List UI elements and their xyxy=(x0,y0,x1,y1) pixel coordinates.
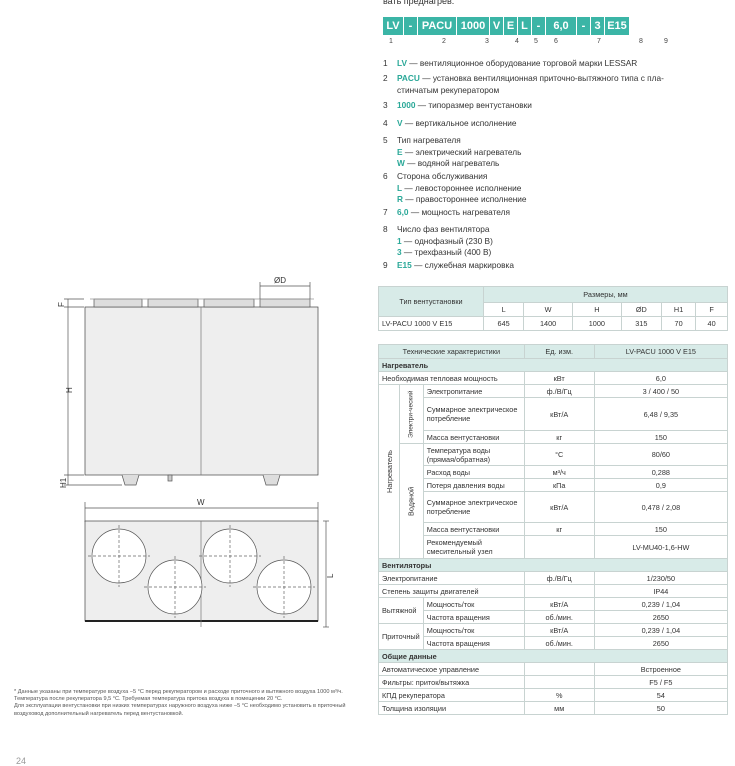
code-box: LV xyxy=(383,17,403,35)
spec-label: Суммарное электрическое потребление xyxy=(423,398,524,431)
spec-value: 0,288 xyxy=(594,466,727,479)
spec-label: Мощность/ток xyxy=(423,624,524,637)
table-row xyxy=(379,598,728,611)
dim-l-label: L xyxy=(326,573,335,578)
code-number: 8 xyxy=(639,38,643,45)
code-box: 6,0 xyxy=(546,17,576,35)
legend-item xyxy=(383,260,733,272)
spec-label: Частота вращения xyxy=(423,637,524,650)
legend-number: 1 xyxy=(383,58,388,68)
code-box: - xyxy=(577,17,590,35)
supply-fan-label: Приточный xyxy=(379,624,424,650)
spec-value: 0,239 / 1,04 xyxy=(594,598,727,611)
spec-value: 0,9 xyxy=(594,479,727,492)
spec-label: Расход воды xyxy=(423,466,524,479)
dim-f-label: F xyxy=(57,302,66,307)
code-box: V xyxy=(490,17,503,35)
dim-value: 1400 xyxy=(524,317,573,331)
spec-label: КПД рекуператора xyxy=(379,689,525,702)
spec-header: Технические характеристики xyxy=(379,345,525,359)
intro-text: вать преднагрев. xyxy=(383,0,455,6)
spec-value: 2650 xyxy=(594,611,727,624)
spec-value: 6,48 / 9,35 xyxy=(594,398,727,431)
spec-unit xyxy=(524,585,594,598)
legend-text: Тип нагревателя xyxy=(397,135,461,145)
table-row xyxy=(379,676,728,689)
dim-col-header: H1 xyxy=(661,303,695,317)
spec-unit xyxy=(524,536,594,559)
spec-label: Необходимая тепловая мощность xyxy=(379,372,525,385)
table-row xyxy=(379,492,728,523)
spec-label: Суммарное электрическое потребление xyxy=(423,492,524,523)
spec-label: Мощность/ток xyxy=(423,598,524,611)
spec-table xyxy=(378,344,728,715)
spec-value: 150 xyxy=(594,431,727,444)
table-row xyxy=(379,611,728,624)
code-number: 4 xyxy=(515,38,519,45)
spec-label: Автоматическое управление xyxy=(379,663,525,676)
duct-collar xyxy=(94,299,142,307)
duct-collar xyxy=(204,299,254,307)
legend-item xyxy=(383,58,733,70)
spec-unit: кПа xyxy=(524,479,594,492)
legend-text: — типоразмер вентустановки xyxy=(415,100,532,110)
spec-unit: кВт/А xyxy=(524,624,594,637)
legend-text: — однофазный (230 В) xyxy=(401,235,493,246)
legend-item xyxy=(383,207,733,219)
code-box: E15 xyxy=(605,17,629,35)
legend-code: E15 xyxy=(397,260,412,270)
table-row xyxy=(379,523,728,536)
legend-text: — служебная маркировка xyxy=(411,260,514,270)
legend-code: 1000 xyxy=(397,100,416,110)
legend-code: 6,0 xyxy=(397,207,409,217)
dim-value: 40 xyxy=(696,317,728,331)
duct-collar xyxy=(148,299,198,307)
legend-item xyxy=(383,224,733,260)
spec-unit: % xyxy=(524,689,594,702)
spec-value: LV-MU40-1,6-HW xyxy=(594,536,727,559)
table-row xyxy=(379,663,728,676)
legend-item xyxy=(383,118,733,130)
dim-row-name: LV-PACU 1000 V E15 xyxy=(379,317,484,331)
table-row xyxy=(379,385,728,398)
spec-unit xyxy=(524,676,594,689)
spec-value: 0,478 / 2,08 xyxy=(594,492,727,523)
legend-item xyxy=(383,135,733,171)
legend-text: — мощность нагревателя xyxy=(408,207,510,217)
table-row xyxy=(379,317,728,331)
dim-value: 315 xyxy=(621,317,661,331)
legend-text: — установка вентиляционная приточно-вытяжного типа с пла- xyxy=(419,73,664,83)
spec-unit: кВт/А xyxy=(524,492,594,523)
spec-unit: ф./В/Гц xyxy=(524,385,594,398)
spec-value: 54 xyxy=(594,689,727,702)
unit-body-left xyxy=(85,307,318,475)
dim-h-label: H xyxy=(65,387,74,393)
code-numbers xyxy=(383,38,683,48)
legend-text: — правостороннее исполнение xyxy=(403,194,527,204)
table-row xyxy=(379,637,728,650)
page-number: 24 xyxy=(16,756,27,766)
spec-value: Встроенное xyxy=(594,663,727,676)
legend-number: 4 xyxy=(383,118,388,128)
legend-number: 3 xyxy=(383,100,388,110)
dim-value: 1000 xyxy=(572,317,621,331)
code-box: PACU xyxy=(418,17,456,35)
spec-unit: мм xyxy=(524,702,594,715)
unit-drawing xyxy=(50,272,350,642)
legend-code: 1 xyxy=(397,235,402,246)
legend-code: PACU xyxy=(397,73,420,83)
legend-code: 3 xyxy=(397,247,402,257)
spec-header: Ед. изм. xyxy=(524,345,594,359)
code-box: L xyxy=(518,17,531,35)
dim-col-header: F xyxy=(696,303,728,317)
spec-label: Толщина изоляции xyxy=(379,702,525,715)
legend-item xyxy=(383,171,733,207)
legend-text-cont: стинчатым рекуператором xyxy=(397,84,500,95)
legend-item xyxy=(383,73,733,97)
table-row xyxy=(379,466,728,479)
legend-code: R xyxy=(397,194,403,204)
legend-number: 6 xyxy=(383,171,388,181)
spec-value: 80/60 xyxy=(594,444,727,466)
legend-text: — электрический нагреватель xyxy=(402,146,522,157)
spec-value: 2650 xyxy=(594,637,727,650)
spec-value: 50 xyxy=(594,702,727,715)
table-row xyxy=(379,444,728,466)
spec-header: LV-PACU 1000 V E15 xyxy=(594,345,727,359)
spec-unit xyxy=(524,663,594,676)
spec-label: Масса вентустановки xyxy=(423,523,524,536)
spec-label: Электропитание xyxy=(423,385,524,398)
spec-label: Электропитание xyxy=(379,572,525,585)
legend-text: — вертикальное исполнение xyxy=(402,118,517,128)
legend-number: 8 xyxy=(383,224,388,234)
code-box: 3 xyxy=(591,17,604,35)
table-row xyxy=(379,372,728,385)
legend-number: 7 xyxy=(383,207,388,217)
table-row xyxy=(379,572,728,585)
legend-text: — левостороннее исполнение xyxy=(402,182,522,193)
legend-number: 2 xyxy=(383,73,388,83)
spec-unit: кВт/А xyxy=(524,598,594,611)
legend-code: W xyxy=(397,158,405,168)
exhaust-fan-label: Вытяжной xyxy=(379,598,424,624)
dim-col-header: L xyxy=(484,303,524,317)
dim-col-header: W xyxy=(524,303,573,317)
code-box: - xyxy=(532,17,545,35)
spec-unit: м³/ч xyxy=(524,466,594,479)
code-number: 2 xyxy=(442,38,446,45)
legend-text: Число фаз вентилятора xyxy=(397,224,490,234)
dimensions-table xyxy=(378,286,728,331)
footnote xyxy=(14,689,366,718)
code-number: 1 xyxy=(389,38,393,45)
spec-unit: об./мин. xyxy=(524,637,594,650)
dim-col-header: H xyxy=(572,303,621,317)
spec-unit: об./мин. xyxy=(524,611,594,624)
table-row xyxy=(379,398,728,431)
section-heater: Нагреватель xyxy=(379,359,728,372)
dim-type-header: Тип вентустановки xyxy=(379,287,484,317)
spec-value: IP44 xyxy=(594,585,727,598)
dim-sizes-header: Размеры, мм xyxy=(484,287,728,303)
section-general: Общие данные xyxy=(379,650,728,663)
dim-value: 70 xyxy=(661,317,695,331)
group-water: Водяной xyxy=(399,444,423,559)
code-number: 7 xyxy=(597,38,601,45)
dim-w-label: W xyxy=(197,498,205,507)
group-electric: Электри-ческий xyxy=(399,385,423,444)
table-row xyxy=(379,536,728,559)
spec-label: Фильтры: приток/вытяжка xyxy=(379,676,525,689)
legend-text: — трехфазный (400 В) xyxy=(401,247,492,257)
spec-value: F5 / F5 xyxy=(594,676,727,689)
code-number: 6 xyxy=(554,38,558,45)
legend-text: — вентиляционное оборудование торговой марки LESSAR xyxy=(407,58,638,68)
table-row xyxy=(379,624,728,637)
dim-h1-label: H1 xyxy=(59,477,68,488)
spec-label: Потеря давления воды xyxy=(423,479,524,492)
group-heater: Нагреватель xyxy=(379,385,400,559)
legend-number: 9 xyxy=(383,260,388,270)
code-number: 3 xyxy=(485,38,489,45)
spec-value: 6,0 xyxy=(594,372,727,385)
legend-item xyxy=(383,100,733,112)
dim-col-header: ØD xyxy=(621,303,661,317)
spec-label: Масса вентустановки xyxy=(423,431,524,444)
code-number: 5 xyxy=(534,38,538,45)
spec-label: Рекомендуемый смесительный узел xyxy=(423,536,524,559)
legend-code: L xyxy=(397,182,403,193)
spec-value: 1/230/50 xyxy=(594,572,727,585)
spec-value: 3 / 400 / 50 xyxy=(594,385,727,398)
code-box: E xyxy=(504,17,517,35)
legend-number: 5 xyxy=(383,135,388,145)
legend-code: V xyxy=(397,118,403,128)
spec-unit: кг xyxy=(524,523,594,536)
spec-unit: °С xyxy=(524,444,594,466)
spec-value: 0,239 / 1,04 xyxy=(594,624,727,637)
table-row xyxy=(379,689,728,702)
table-row xyxy=(379,431,728,444)
table-row xyxy=(379,585,728,598)
table-row xyxy=(379,702,728,715)
spec-unit: ф./В/Гц xyxy=(524,572,594,585)
duct-collar xyxy=(260,299,310,307)
model-code xyxy=(383,17,629,35)
dim-d-label: ØD xyxy=(274,276,286,285)
spec-unit: кВт/А xyxy=(524,398,594,431)
spec-label: Температура воды (прямая/обратная) xyxy=(423,444,524,466)
section-fans: Вентиляторы xyxy=(379,559,728,572)
spec-unit: кВт xyxy=(524,372,594,385)
code-box: 1000 xyxy=(457,17,489,35)
code-box: - xyxy=(404,17,417,35)
footnote-line: * Данные указаны при температуре воздуха −5 °С перед рекуператором и расходе приточного и вытяжного воздуха 1000 м³/ч. Температура после рекуператора 9,5 °С. Требуемая температура притока воздуха в помещении 20 °С. xyxy=(14,689,343,703)
spec-label: Степень защиты двигателей xyxy=(379,585,525,598)
legend-text: Сторона обслуживания xyxy=(397,171,488,181)
legend-text: — водяной нагреватель xyxy=(404,158,500,168)
spec-unit: кг xyxy=(524,431,594,444)
spec-label: Частота вращения xyxy=(423,611,524,624)
spec-value: 150 xyxy=(594,523,727,536)
footnote-line: Для эксплуатации вентустановки при низких температурах наружного воздуха ниже −5 °С необходимо установить в приточный воздуховод дополнительный нагреватель перед вентустановкой. xyxy=(14,703,346,717)
code-number: 9 xyxy=(664,38,668,45)
dim-value: 645 xyxy=(484,317,524,331)
table-row xyxy=(379,479,728,492)
legend-code: LV xyxy=(397,58,407,68)
legend-code: E xyxy=(397,146,403,157)
